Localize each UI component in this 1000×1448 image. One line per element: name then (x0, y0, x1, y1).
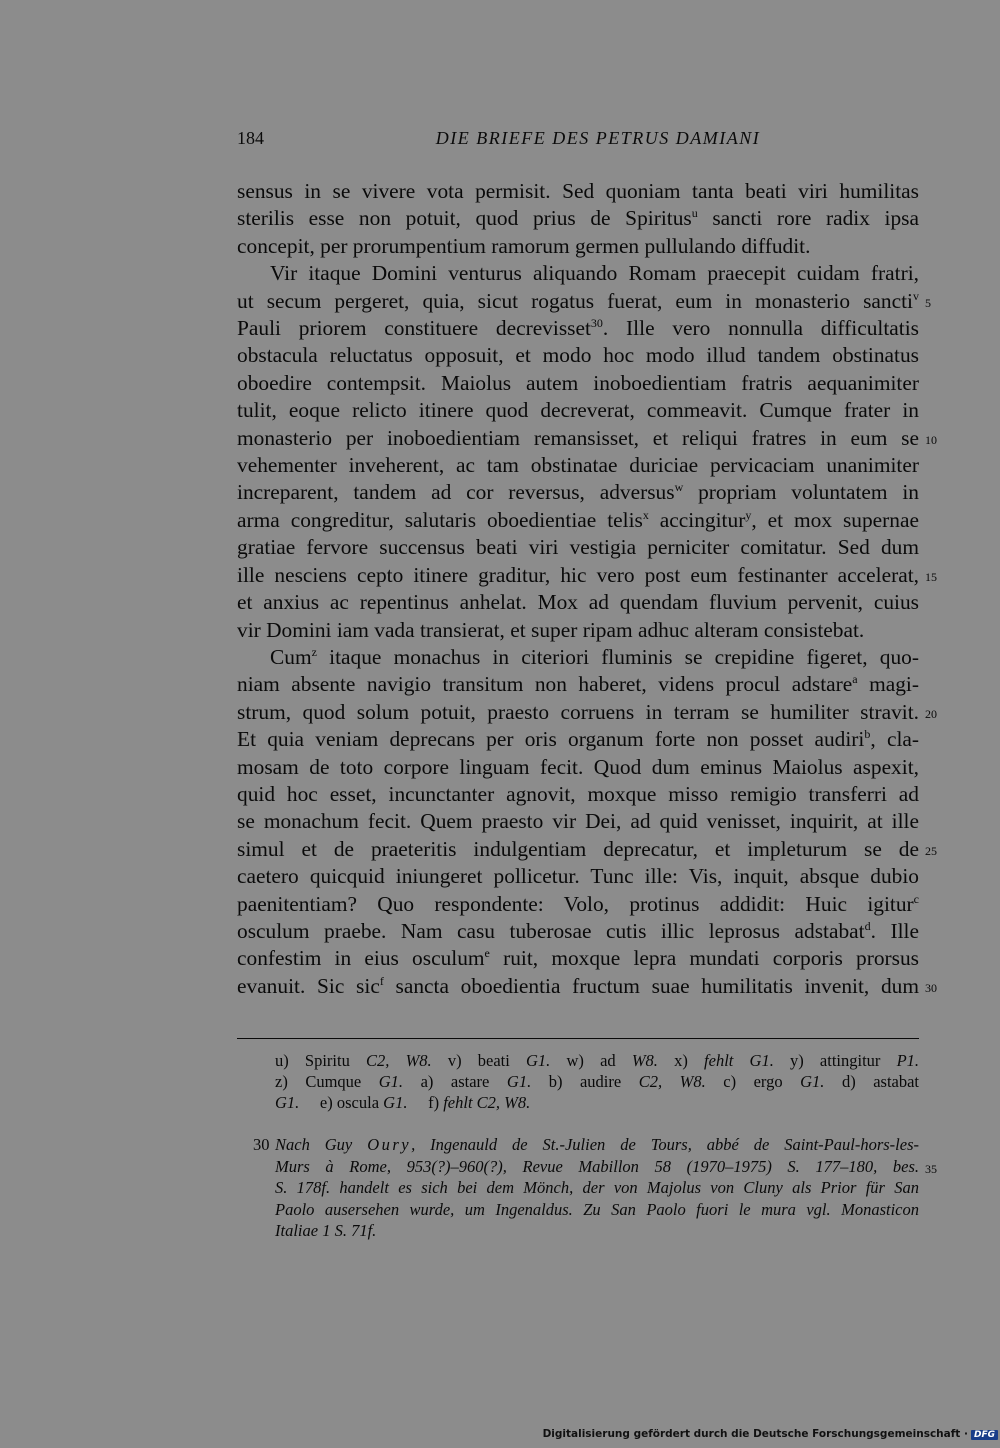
footnote-number: 30 (253, 1135, 270, 1154)
paragraph-3 (237, 644, 919, 1000)
paragraph-1 (237, 178, 919, 260)
apparatus-marker: c (913, 891, 919, 906)
text-line: vehementer inveherent, ac tam obstinatae duriciae pervicaciam unanimiter (237, 453, 919, 478)
footnote-line: S. 178f. handelt es sich bei dem Mönch, der von Majolus von Cluny als Prior für San (275, 1178, 919, 1197)
line-number: 35 (925, 1162, 937, 1176)
text-line: strum, quod solum potuit, praesto corruens in terram se humiliter stravit. (237, 699, 919, 724)
apparatus-marker: f (379, 973, 384, 988)
text-line: Pauli priorem constituere decrevisset$^{30}$. Ille vero nonnulla difficultatis (237, 316, 919, 341)
author-name: Oury (367, 1135, 412, 1154)
apparatus-marker: u (691, 206, 698, 221)
text-line: concepit, per prorumpentium ramorum germen pullulando diffudit. (237, 233, 811, 258)
main-text (237, 178, 919, 1000)
text-line: sterilis esse non potuit, quod prius de Spiritus$^u$ sancti rore radix ipsa (237, 206, 919, 231)
apparatus-marker: z (311, 644, 317, 659)
text-line: caetero quicquid iniungeret pollicetur. Tunc ille: Vis, inquit, absque dubio (237, 864, 919, 889)
line-number: 10 (925, 433, 937, 447)
funding-credit (543, 1428, 998, 1440)
line-number: 25 (925, 844, 937, 858)
footnote-line: Italiae 1 S. 71f. (275, 1221, 377, 1240)
line-number: 15 (925, 570, 937, 584)
footnote-rule (237, 1038, 919, 1039)
text-line: ut secum pergeret, quia, sicut rogatus fuerat, eum in monasterio sancti$^v$ (237, 288, 919, 313)
apparatus-marker: y (745, 507, 752, 522)
paragraph-2 (237, 260, 919, 644)
text-line: arma congreditur, salutaris oboedientiae telis$^x$ accingitur$^y$, et mox supernae (237, 507, 919, 532)
line-number: 30 (925, 981, 937, 995)
apparatus-marker: e (484, 946, 490, 961)
apparatus-marker: x (642, 507, 649, 522)
text-line: se monachum fecit. Quem praesto vir Dei, ad quid venisset, inquirit, at ille (237, 809, 919, 834)
apparatus-line: G1. e) oscula G1. f) fehlt C2, W8. (275, 1093, 531, 1112)
running-title: DIE BRIEFE DES PETRUS DAMIANI (435, 128, 761, 148)
text-line: increparent, tandem ad cor reversus, adversus$^w$ propriam voluntatem in (237, 480, 919, 505)
line-number: 20 (925, 707, 937, 721)
text-line: Cum$^z$ itaque monachus in citeriori fluminis se crepidine figeret, quo- (270, 644, 919, 669)
apparatus-marker: a (852, 672, 858, 687)
text-line: Vir itaque Domini venturus aliquando Romam praecepit cuidam fratri, (270, 261, 919, 286)
text-line: tulit, eoque relicto itinere quod decreverat, commeavit. Cumque frater in (237, 398, 919, 423)
text-line: sensus in se vivere vota permisit. Sed quoniam tanta beati viri humilitas (237, 179, 919, 203)
funding-note: Digitalisierung gefördert durch die Deutsche Forschungsgemeinschaft · (542, 1428, 968, 1440)
text-line: Et quia veniam deprecans per oris organum forte non posset audiri$^b$, cla- (237, 727, 920, 752)
page-number: 184 (237, 128, 264, 148)
footnotes (253, 1134, 919, 1242)
footnote-marker: 30 (590, 316, 603, 331)
line-number: 5 (925, 296, 931, 310)
footnote-line: Murs à Rome, 953(?)–960(?), Revue Mabillon 58 (1970–1975) S. 177–180, bes. (275, 1156, 919, 1176)
apparatus-marker: v (913, 288, 919, 303)
page-header (237, 128, 919, 154)
text-line: monasterio per inoboedientiam remansisset, et reliqui fratres in eum se (237, 425, 919, 450)
apparatus-marker: w (674, 480, 684, 495)
text-line: gratiae fervore succensus beati viri vestigia perniciter comitatur. Sed dum (237, 535, 919, 560)
critical-apparatus (275, 1050, 919, 1113)
text-line: paenitentiam? Quo respondente: Volo, protinus addidit: Huic igitur$^c$ (237, 891, 919, 916)
text-line: simul et de praeteritis indulgentiam deprecatur, et impleturum se de (237, 836, 919, 861)
text-line: obstacula reluctatus opposuit, et modo hoc modo illud tandem obstinatus (237, 343, 919, 368)
text-line: ille nesciens cepto itinere graditur, hic vero post eum festinanter accelerat, (237, 562, 919, 587)
text-line: quid hoc esset, incunctanter agnovit, moxque misso remigio transferri ad (237, 781, 919, 806)
text-line: oboedire contempsit. Maiolus autem inoboedientiam fratris aequanimiter (237, 370, 919, 395)
apparatus-line: z) Cumque G1. a) astare G1. b) audire C2, W8. c) ergo G1. d) astabat (275, 1072, 920, 1091)
footnote-line: Paolo ausersehen wurde, um Ingenaldus. Zu San Paolo fuori le mura vgl. Monasticon (275, 1199, 919, 1219)
text-line: niam absente navigio transitum non haberet, videns procul adstare$^a$ magi- (237, 672, 919, 697)
apparatus-marker: d (864, 918, 871, 933)
footnote-line: 30 Nach Guy Oury, Ingenauld de St.-Julien de Tours, abbé de Saint-Paul-hors-les- (253, 1135, 919, 1154)
apparatus-marker: b (864, 727, 871, 742)
dfg-logo: DFG (971, 1430, 998, 1440)
text-line: mosam de toto corpore linguam fecit. Quod dum eminus Maiolus aspexit, (237, 754, 919, 779)
text-line: osculum praebe. Nam casu tuberosae cutis illic leprosus adstabat$^d$. Ille (237, 918, 919, 943)
text-line: et anxius ac repentinus anhelat. Mox ad quendam fluvium pervenit, cuius (237, 590, 919, 615)
text-line: vir Domini iam vada transierat, et super ripam adhuc alteram consistebat. (237, 617, 865, 642)
text-line: evanuit. Sic sic$^f$ sancta oboedientia fructum suae humilitatis invenit, dum (237, 973, 919, 998)
text-line: confestim in eius osculum$^e$ ruit, moxque lepra mundati corporis prorsus (237, 946, 919, 971)
apparatus-line: u) Spiritu C2, W8. v) beati G1. w) ad W8. x) fehlt G1. y) attingitur P1. (275, 1051, 920, 1070)
